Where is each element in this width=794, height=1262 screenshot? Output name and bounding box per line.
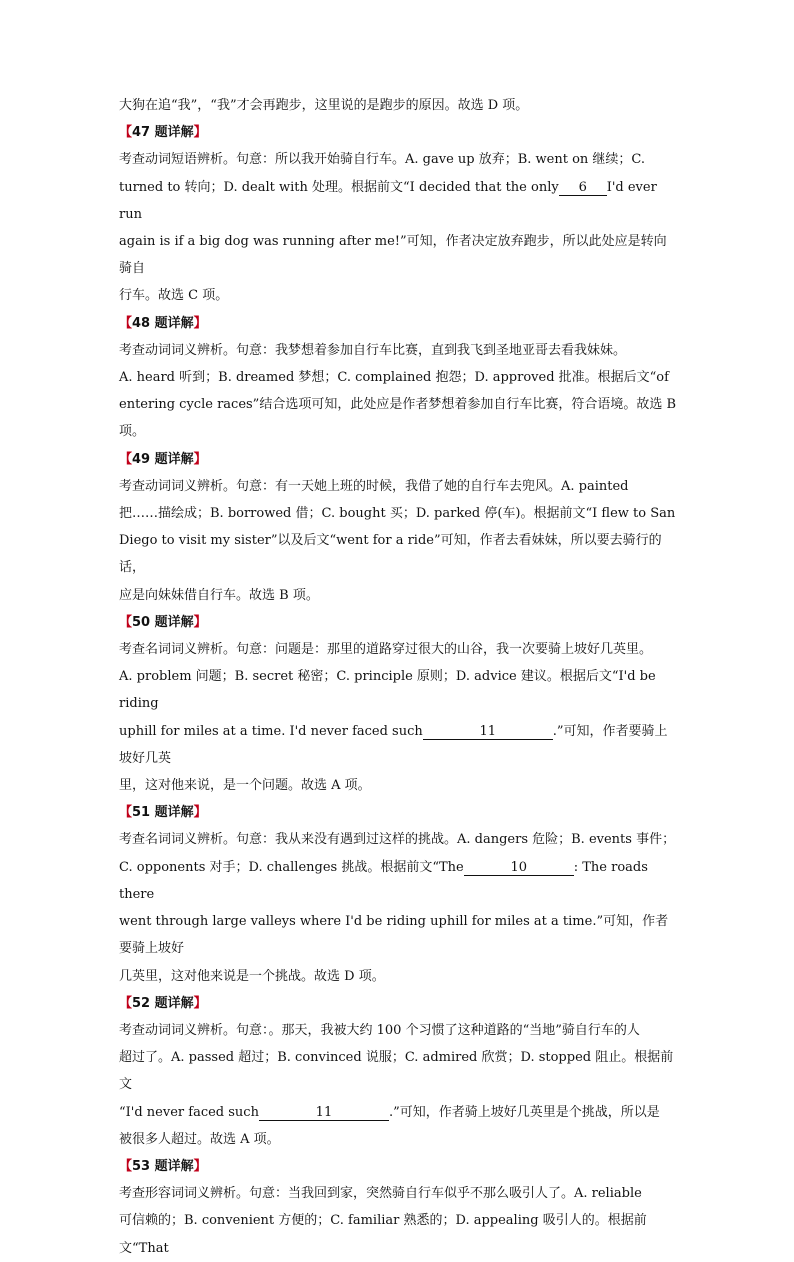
text-line: A. problem 问题；B. secret 秘密；C. principle 原则；D. advice 建议。根据后文“I'd be riding — [119, 669, 656, 712]
text-line — [119, 718, 679, 772]
bracket-open: 【 — [119, 451, 133, 467]
section-heading-50 — [119, 609, 679, 636]
text-line: again is if a big dog was running after me!”可知，作者决定放弃跑步，所以此处应是转向骑自 — [119, 234, 667, 277]
bracket-open: 【 — [119, 995, 133, 1011]
bracket-open: 【 — [119, 1158, 133, 1174]
bracket-open: 【 — [119, 125, 133, 141]
bracket-close: 】 — [193, 614, 207, 630]
bracket-close: 】 — [193, 805, 207, 821]
text-line: 考查动词短语辨析。句意：所以我开始骑自行车。A. gave up 放弃；B. went on 继续；C. — [119, 152, 646, 168]
text-line: 把……描绘成；B. borrowed 借；C. bought 买；D. parked 停(车)。根据前文“I flew to San — [119, 506, 676, 522]
text-line: entering cycle races”结合选项可知，此处应是作者梦想着参加自行车比赛，符合语境。故选 B — [119, 397, 677, 413]
blank: 10 — [464, 861, 574, 876]
section-heading-49 — [119, 446, 679, 473]
section-heading-51 — [119, 799, 679, 826]
blank: 11 — [259, 1106, 389, 1121]
text-line: 考查形容词词义辨析。句意：当我回到家，突然骑自行车似乎不那么吸引人了。A. reliable — [119, 1186, 642, 1202]
blank: 6 — [559, 181, 607, 196]
text-line: 被很多人超过。故选 A 项。 — [119, 1131, 280, 1147]
bracket-close: 】 — [193, 995, 207, 1011]
text-line: 考查名词词义辨析。句意：我从来没有遇到过这样的挑战。A. dangers 危险；B. events 事件； — [119, 832, 676, 848]
text-line — [119, 174, 679, 228]
heading-label: 53 题详解 — [132, 1158, 194, 1174]
bracket-close: 】 — [193, 125, 207, 141]
bracket-close: 】 — [193, 1158, 207, 1174]
section-heading-52 — [119, 990, 679, 1017]
bracket-close: 】 — [193, 315, 207, 331]
text-segment: : The roads there — [119, 859, 648, 902]
section-heading-53 — [119, 1153, 679, 1180]
text-line: 可信赖的；B. convenient 方便的；C. familiar 熟悉的；D. appealing 吸引人的。根据前文“That — [119, 1213, 647, 1256]
heading-label: 52 题详解 — [132, 995, 194, 1011]
text-segment: .”可知，作者骑上坡好几英里是个挑战，所以是 — [388, 1104, 660, 1120]
text-segment: uphill for miles at a time. I'd never faced such — [119, 723, 423, 739]
document-page — [119, 92, 679, 1262]
text-line: went through large valleys where I'd be riding uphill for miles at a time.”可知，作者要骑上坡好 — [119, 914, 669, 957]
text-line: 考查动词词义辨析。句意：有一天她上班的时候，我借了她的自行车去兜风。A. painted — [119, 478, 629, 494]
text-line: 几英里，这对他来说是一个挑战。故选 D 项。 — [119, 968, 385, 984]
text-line — [119, 854, 679, 908]
text-line: A. heard 听到；B. dreamed 梦想；C. complained 抱怨；D. approved 批准。根据后文“of — [119, 370, 669, 386]
blank: 11 — [423, 725, 553, 740]
text-segment: “I'd never faced such — [119, 1104, 259, 1120]
text-line: 应是向妹妹借自行车。故选 B 项。 — [119, 587, 319, 603]
text-segment: I'd ever run — [119, 179, 657, 222]
text-segment: turned to 转向；D. dealt with 处理。根据前文“I decided that the only — [119, 179, 559, 195]
text-line: 考查动词词义辨析。句意：我梦想着参加自行车比赛，直到我飞到圣地亚哥去看我妹妹。 — [119, 342, 627, 358]
text-line: 大狗在追“我”，“我”才会再跑步，这里说的是跑步的原因。故选 D 项。 — [119, 98, 529, 113]
text-line: 行车。故选 C 项。 — [119, 288, 229, 304]
text-line — [119, 1099, 679, 1126]
heading-label: 49 题详解 — [132, 451, 194, 467]
bracket-open: 【 — [119, 614, 133, 630]
bracket-open: 【 — [119, 315, 133, 331]
heading-label: 48 题详解 — [132, 315, 194, 331]
heading-label: 51 题详解 — [132, 805, 194, 821]
text-line: 考查名词词义辨析。句意：问题是：那里的道路穿过很大的山谷，我一次要骑上坡好几英里。 — [119, 642, 653, 658]
section-heading-48 — [119, 310, 679, 337]
section-heading-47 — [119, 119, 679, 146]
text-line: Diego to visit my sister”以及后文“went for a ride”可知，作者去看妹妹，所以要去骑行的话， — [119, 533, 662, 576]
text-line: 超过了。A. passed 超过；B. convinced 说服；C. admired 欣赏；D. stopped 阻止。根据前文 — [119, 1050, 674, 1093]
heading-label: 47 题详解 — [132, 125, 194, 141]
text-segment: .”可知，作者要骑上坡好几英 — [119, 723, 668, 766]
text-line: 里，这对他来说，是一个问题。故选 A 项。 — [119, 778, 371, 794]
text-segment: C. opponents 对手；D. challenges 挑战。根据前文“The — [119, 859, 464, 875]
bracket-close: 】 — [193, 451, 207, 467]
text-line: 考查动词词义辨析。句意：。那天，我被大约 100 个习惯了这种道路的“当地”骑自行车的人 — [119, 1022, 640, 1038]
bracket-open: 【 — [119, 805, 133, 821]
text-line: 项。 — [119, 424, 146, 440]
heading-label: 50 题详解 — [132, 614, 194, 630]
